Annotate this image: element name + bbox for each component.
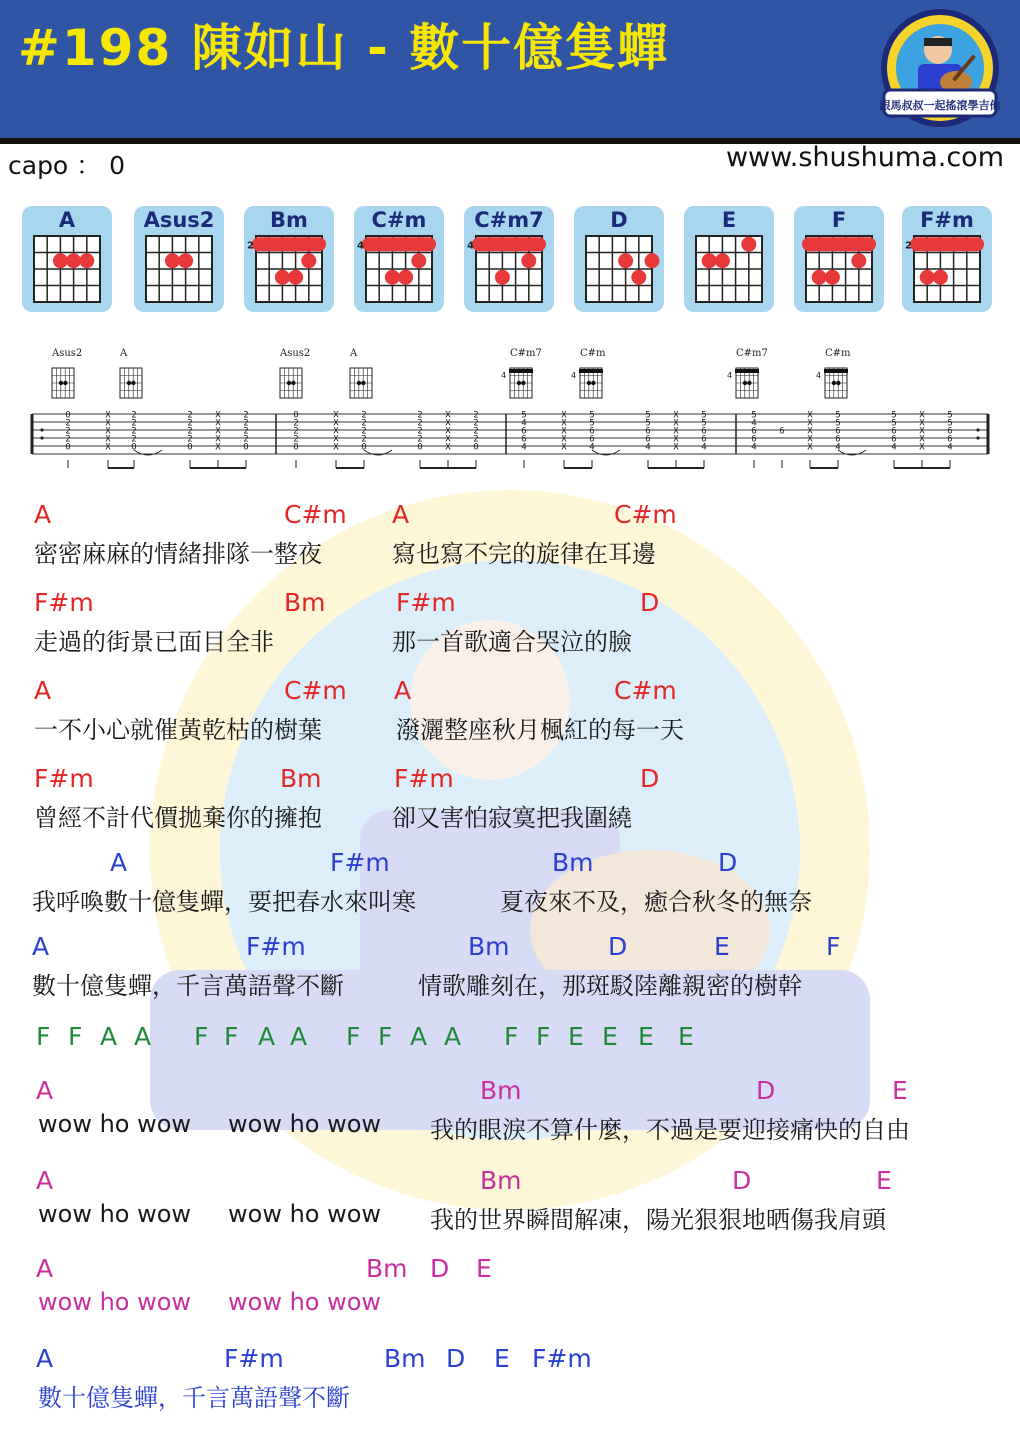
chord-diagram (134, 206, 224, 312)
chord-diagram (902, 206, 992, 312)
chord-symbol: A (34, 500, 52, 529)
tab-fret-mark: X (445, 442, 451, 453)
lyric-phrase: 密密麻麻的情緒排隊一整夜 (34, 540, 322, 568)
tab-fret-mark: X (561, 442, 567, 453)
tab-fret-mark: 2 (131, 426, 137, 437)
finger-dot (933, 270, 948, 285)
chord-diagram-name: Bm (270, 208, 308, 232)
chord-symbol: F#m (396, 588, 456, 617)
fretboard-grid (902, 230, 992, 310)
tab-fret-mark: X (561, 418, 567, 429)
tab-fret-mark: X (105, 426, 111, 437)
chord-symbol: C#m (284, 676, 347, 705)
chord-symbol: E (602, 1022, 618, 1051)
chord-symbol: Bm (366, 1254, 408, 1283)
chord-diagram-name: C#m7 (474, 208, 544, 232)
tab-fret-mark: X (561, 410, 567, 421)
lyric-phrase: 走過的街景已面目全非 (34, 628, 274, 656)
chord-symbol: A (134, 1022, 152, 1051)
chord-symbol: A (110, 848, 128, 877)
tab-fret-mark: 2 (65, 418, 71, 429)
chord-symbol: F#m (34, 764, 94, 793)
chord-symbol: F#m (224, 1344, 284, 1373)
tab-fret-mark: 6 (589, 434, 595, 445)
chord-symbol: D (756, 1076, 776, 1105)
tab-fret-number: 4 (501, 371, 507, 380)
tab-fret-mark: 2 (131, 410, 137, 421)
fret-number: 2 (247, 240, 254, 252)
lyric-phrase: 情歌雕刻在，那斑駁陸離親密的樹幹 (418, 972, 802, 1000)
tab-fret-mark: X (333, 442, 339, 453)
barre-mark (472, 237, 546, 251)
finger-dot (411, 253, 426, 268)
chord-symbol: D (718, 848, 738, 877)
tab-fret-mark: 2 (473, 410, 479, 421)
tab-fret-mark: X (807, 426, 813, 437)
finger-dot (920, 270, 935, 285)
chord-symbol: F#m (394, 764, 454, 793)
chord-symbol: Bm (480, 1076, 522, 1105)
tab-fret-mark: 2 (243, 410, 249, 421)
finger-dot (631, 270, 646, 285)
chord-symbol: D (732, 1166, 752, 1195)
chord-symbol: F (36, 1022, 51, 1051)
chord-symbol: Bm (280, 764, 322, 793)
tab-fret-mark: 2 (293, 434, 299, 445)
chord-symbol: F (224, 1022, 239, 1051)
tab-fret-mark: 6 (779, 426, 785, 437)
tab-fret-mark: X (445, 410, 451, 421)
chord-symbol: A (36, 1254, 54, 1283)
chord-symbol: C#m (284, 500, 347, 529)
chord-symbol: Bm (552, 848, 594, 877)
tab-fret-mark: 4 (835, 442, 841, 453)
tab-fret-mark: 5 (947, 418, 953, 429)
tab-fret-mark: X (105, 410, 111, 421)
chord-symbol: F (346, 1022, 361, 1051)
tab-fret-mark: 2 (65, 426, 71, 437)
tab-fret-mark: X (561, 434, 567, 445)
chord-symbol: C#m (614, 676, 677, 705)
finger-dot (178, 253, 193, 268)
chord-symbol: E (476, 1254, 492, 1283)
finger-dot (645, 253, 660, 268)
tab-fret-mark: 5 (751, 410, 757, 421)
lyric-phrase: 潑灑整座秋月楓紅的每一天 (396, 716, 684, 744)
tab-fret-mark: 0 (65, 442, 71, 453)
tab-fret-mark: X (919, 410, 925, 421)
tab-fret-mark: 6 (701, 426, 707, 437)
tab-fret-number: 4 (816, 371, 822, 380)
tab-fret-mark: 0 (131, 442, 137, 453)
tab-fret-mark: 5 (947, 410, 953, 421)
tab-fret-mark: 2 (361, 418, 367, 429)
tab-fret-mark: X (215, 434, 221, 445)
chord-symbol: A (258, 1022, 276, 1051)
tab-fret-mark: 6 (947, 434, 953, 445)
finger-dot (825, 270, 840, 285)
chord-symbol: F#m (532, 1344, 592, 1373)
lyric-phrase: 數十億隻蟬，千言萬語聲不斷 (38, 1384, 350, 1412)
tab-fret-mark: X (215, 426, 221, 437)
song-title: #198 陳如山 - 數十億隻蟬 (18, 19, 670, 77)
tab-fret-mark: 4 (589, 442, 595, 453)
chord-symbol: E (892, 1076, 908, 1105)
finger-dot (79, 253, 94, 268)
tab-fret-mark: 2 (243, 426, 249, 437)
tab-fret-mark: 4 (521, 442, 527, 453)
finger-dot (702, 253, 717, 268)
tab-fret-mark: X (919, 442, 925, 453)
lyric-phrase: wow ho wow (228, 1288, 382, 1316)
tab-fret-mark: 5 (701, 418, 707, 429)
tab-fret-number: 4 (727, 371, 733, 380)
tab-fret-mark: 0 (187, 442, 193, 453)
tab-fret-mark: 4 (751, 442, 757, 453)
finger-dot (812, 270, 827, 285)
tab-fret-mark: X (215, 418, 221, 429)
tab-fret-mark: 2 (243, 434, 249, 445)
lyric-phrase: 曾經不計代價拋棄你的擁抱 (34, 804, 322, 832)
tab-fret-mark: X (673, 418, 679, 429)
tab-fret-mark: X (807, 418, 813, 429)
barre-mark (802, 237, 876, 251)
chord-diagram-name: E (721, 208, 737, 232)
tab-fret-mark: 2 (293, 418, 299, 429)
lyric-phrase: 寫也寫不完的旋律在耳邊 (392, 540, 656, 568)
tab-fret-mark: X (105, 434, 111, 445)
chord-symbol: D (430, 1254, 450, 1283)
lyric-phrase: wow ho wow (38, 1288, 192, 1316)
tab-fret-mark: 6 (645, 426, 651, 437)
chord-symbol: E (568, 1022, 584, 1051)
tab-fret-mark: 5 (645, 418, 651, 429)
fret-number: 4 (467, 240, 474, 252)
tab-chord-label: Asus2 (280, 348, 311, 359)
lyric-phrase: 那一首歌適合哭泣的臉 (392, 628, 632, 656)
tab-fret-mark: X (215, 442, 221, 453)
tab-fret-mark: 6 (947, 426, 953, 437)
tab-fret-mark: X (807, 410, 813, 421)
lyric-phrase: wow ho wow (38, 1110, 192, 1138)
tab-fret-mark: X (105, 442, 111, 453)
tab-fret-mark: 5 (835, 418, 841, 429)
lyric-phrase: 夏夜來不及，癒合秋冬的無奈 (500, 888, 812, 916)
barre-mark (362, 237, 436, 251)
tab-chord-label: C#m (825, 348, 851, 359)
tab-fret-mark: 4 (645, 442, 651, 453)
chord-diagram (244, 206, 334, 312)
tab-chord-label: Asus2 (52, 348, 83, 359)
tab-fret-mark: 5 (589, 410, 595, 421)
tab-fret-mark: X (561, 426, 567, 437)
tab-fret-mark: 6 (589, 426, 595, 437)
tab-fret-mark: 2 (361, 434, 367, 445)
tab-fret-mark: X (673, 442, 679, 453)
tab-fret-mark: 2 (417, 418, 423, 429)
tab-staff (30, 342, 990, 472)
chord-symbol: F (536, 1022, 551, 1051)
chord-symbol: D (640, 764, 660, 793)
tab-chord-label: C#m7 (736, 348, 768, 359)
chord-symbol: F#m (330, 848, 390, 877)
tab-fret-mark: 6 (521, 434, 527, 445)
tab-fret-mark: 2 (417, 434, 423, 445)
tab-fret-mark: 0 (293, 442, 299, 453)
finger-dot (398, 270, 413, 285)
fretboard-grid (574, 230, 664, 310)
fretboard-grid (794, 230, 884, 310)
chord-symbol: F (826, 932, 841, 961)
finger-dot (301, 253, 316, 268)
chord-symbol: A (394, 676, 412, 705)
finger-dot (66, 253, 81, 268)
barre-mark (252, 237, 326, 251)
tab-fret-mark: 6 (521, 426, 527, 437)
chord-diagram-name: F (831, 208, 847, 232)
tab-fret-mark: X (333, 410, 339, 421)
chord-diagram-name: D (610, 208, 628, 232)
finger-dot (288, 270, 303, 285)
finger-dot (275, 270, 290, 285)
chord-diagram (22, 206, 112, 312)
tab-fret-mark: 6 (891, 434, 897, 445)
tab-fret-mark: 2 (243, 418, 249, 429)
tab-fret-mark: 5 (645, 410, 651, 421)
tab-fret-mark: 0 (65, 410, 71, 421)
tab-fret-mark: 0 (243, 442, 249, 453)
chord-diagram-name: A (58, 208, 76, 232)
tab-fret-mark: X (919, 418, 925, 429)
tab-fret-mark: 2 (131, 434, 137, 445)
barre-mark (910, 237, 984, 251)
chord-symbol: E (494, 1344, 510, 1373)
chord-symbol: A (392, 500, 410, 529)
fretboard-grid (354, 230, 444, 310)
chord-diagram (684, 206, 774, 312)
chord-symbol: D (608, 932, 628, 961)
tab-fret-mark: 5 (891, 418, 897, 429)
chord-symbol: Bm (468, 932, 510, 961)
finger-dot (715, 253, 730, 268)
tab-fret-mark: X (333, 434, 339, 445)
lyric-phrase: wow ho wow (38, 1200, 192, 1228)
lyric-phrase: 我的眼淚不算什麼，不過是要迎接痛快的自由 (430, 1116, 910, 1144)
chord-symbol: E (638, 1022, 654, 1051)
fretboard-grid (464, 230, 554, 310)
tab-fret-mark: X (807, 434, 813, 445)
chord-symbol: F (194, 1022, 209, 1051)
finger-dot (851, 253, 866, 268)
header-bar (0, 0, 1020, 138)
chord-symbol: C#m (614, 500, 677, 529)
tab-fret-mark: X (333, 418, 339, 429)
tab-fret-mark: 2 (417, 426, 423, 437)
tab-fret-mark: 0 (361, 442, 367, 453)
tab-fret-mark: 0 (293, 410, 299, 421)
tab-fret-mark: X (807, 442, 813, 453)
tab-fret-mark: 5 (521, 410, 527, 421)
tab-fret-mark: 6 (701, 434, 707, 445)
chord-diagram-name: F#m (920, 208, 974, 232)
tab-fret-mark: 2 (473, 418, 479, 429)
tab-fret-mark: 4 (701, 442, 707, 453)
chord-symbol: A (100, 1022, 118, 1051)
tab-fret-mark: 2 (473, 434, 479, 445)
tab-fret-mark: 2 (417, 410, 423, 421)
fretboard-grid (134, 230, 224, 310)
tab-fret-mark: 2 (187, 426, 193, 437)
fret-number: 2 (905, 240, 912, 252)
lyric-phrase: 我的世界瞬間解凍，陽光狠狠地晒傷我肩頭 (430, 1206, 886, 1234)
tab-fret-mark: 2 (187, 434, 193, 445)
tab-fret-mark: X (673, 434, 679, 445)
chord-diagram (574, 206, 664, 312)
chord-symbol: A (410, 1022, 428, 1051)
tab-fret-mark: X (673, 426, 679, 437)
chord-diagram (794, 206, 884, 312)
chord-symbol: A (36, 1166, 54, 1195)
tab-fret-mark: 2 (187, 418, 193, 429)
tab-fret-mark: 6 (835, 426, 841, 437)
tab-fret-mark: 2 (361, 410, 367, 421)
tab-fret-number: 4 (571, 371, 577, 380)
chord-symbol: Bm (480, 1166, 522, 1195)
lyric-phrase: wow ho wow (228, 1200, 382, 1228)
tab-fret-mark: 2 (65, 434, 71, 445)
tab-fret-mark: X (673, 410, 679, 421)
lyric-phrase: 我呼喚數十億隻蟬，要把春水來叫寒 (32, 888, 416, 916)
chord-symbol: A (36, 1076, 54, 1105)
tab-fret-mark: 2 (131, 418, 137, 429)
chord-symbol: Bm (384, 1344, 426, 1373)
fret-number: 4 (357, 240, 364, 252)
tab-chord-label: A (120, 348, 128, 359)
chord-symbol: F#m (34, 588, 94, 617)
tab-fret-mark: 0 (473, 442, 479, 453)
tab-fret-mark: X (445, 418, 451, 429)
tab-fret-mark: 5 (701, 410, 707, 421)
chord-symbol: D (446, 1344, 466, 1373)
tab-fret-mark: 2 (473, 426, 479, 437)
lyric-phrase: 卻又害怕寂寞把我圍繞 (392, 804, 632, 832)
chord-diagram-name: C#m (371, 208, 427, 232)
finger-dot (741, 237, 756, 252)
chord-symbol: F (378, 1022, 393, 1051)
tab-fret-mark: X (333, 426, 339, 437)
finger-dot (521, 253, 536, 268)
chord-symbol: A (36, 1344, 54, 1373)
chord-symbol: Bm (284, 588, 326, 617)
finger-dot (385, 270, 400, 285)
tab-fret-mark: X (919, 434, 925, 445)
tab-fret-mark: 5 (835, 410, 841, 421)
tab-fret-mark: 2 (293, 426, 299, 437)
tab-fret-mark: 2 (361, 426, 367, 437)
capo-label: capo ： 0 (8, 151, 126, 180)
fretboard-grid (22, 230, 112, 310)
tab-chord-label: C#m7 (510, 348, 542, 359)
finger-dot (165, 253, 180, 268)
tab-fret-mark: 5 (589, 418, 595, 429)
tab-fret-mark: 6 (751, 434, 757, 445)
tab-fret-mark: X (215, 410, 221, 421)
lyric-phrase: 一不小心就催黃乾枯的樹葉 (34, 716, 322, 744)
tab-fret-mark: 2 (187, 410, 193, 421)
fretboard-grid (684, 230, 774, 310)
chord-symbol: E (714, 932, 730, 961)
tab-fret-mark: 0 (417, 442, 423, 453)
tab-fret-mark: 4 (947, 442, 953, 453)
tab-fret-mark: 4 (751, 418, 757, 429)
tab-fret-mark: 4 (891, 442, 897, 453)
chord-diagram (354, 206, 444, 312)
chord-symbol: A (290, 1022, 308, 1051)
tab-chord-label: C#m (580, 348, 606, 359)
tab-fret-mark: X (105, 418, 111, 429)
lyric-phrase: wow ho wow (228, 1110, 382, 1138)
tab-fret-mark: 6 (835, 434, 841, 445)
lyric-phrase: 數十億隻蟬，千言萬語聲不斷 (32, 972, 344, 1000)
chord-diagram (464, 206, 554, 312)
chord-symbol: E (678, 1022, 694, 1051)
tab-fret-mark: 6 (891, 426, 897, 437)
fretboard-grid (244, 230, 334, 310)
tab-fret-mark: 6 (645, 434, 651, 445)
tab-fret-mark: X (445, 434, 451, 445)
finger-dot (618, 253, 633, 268)
tab-fret-mark: 6 (751, 426, 757, 437)
tab-fret-mark: X (445, 426, 451, 437)
chord-symbol: D (640, 588, 660, 617)
chord-symbol: A (444, 1022, 462, 1051)
finger-dot (495, 270, 510, 285)
logo-badge (878, 8, 1002, 132)
chord-symbol: F#m (246, 932, 306, 961)
logo-text: 跟馬叔叔一起搖滾學吉他 (879, 99, 1001, 112)
chord-symbol: A (34, 676, 52, 705)
website-url: www.shushuma.com (725, 142, 1004, 173)
chord-symbol: F (68, 1022, 83, 1051)
chord-symbol: A (32, 932, 50, 961)
tab-fret-mark: 5 (891, 410, 897, 421)
chord-symbol: E (876, 1166, 892, 1195)
tab-fret-mark: X (919, 426, 925, 437)
chord-symbol: F (504, 1022, 519, 1051)
tab-fret-mark: 4 (521, 418, 527, 429)
chord-diagram-name: Asus2 (143, 208, 215, 232)
tab-chord-label: A (350, 348, 358, 359)
finger-dot (53, 253, 68, 268)
